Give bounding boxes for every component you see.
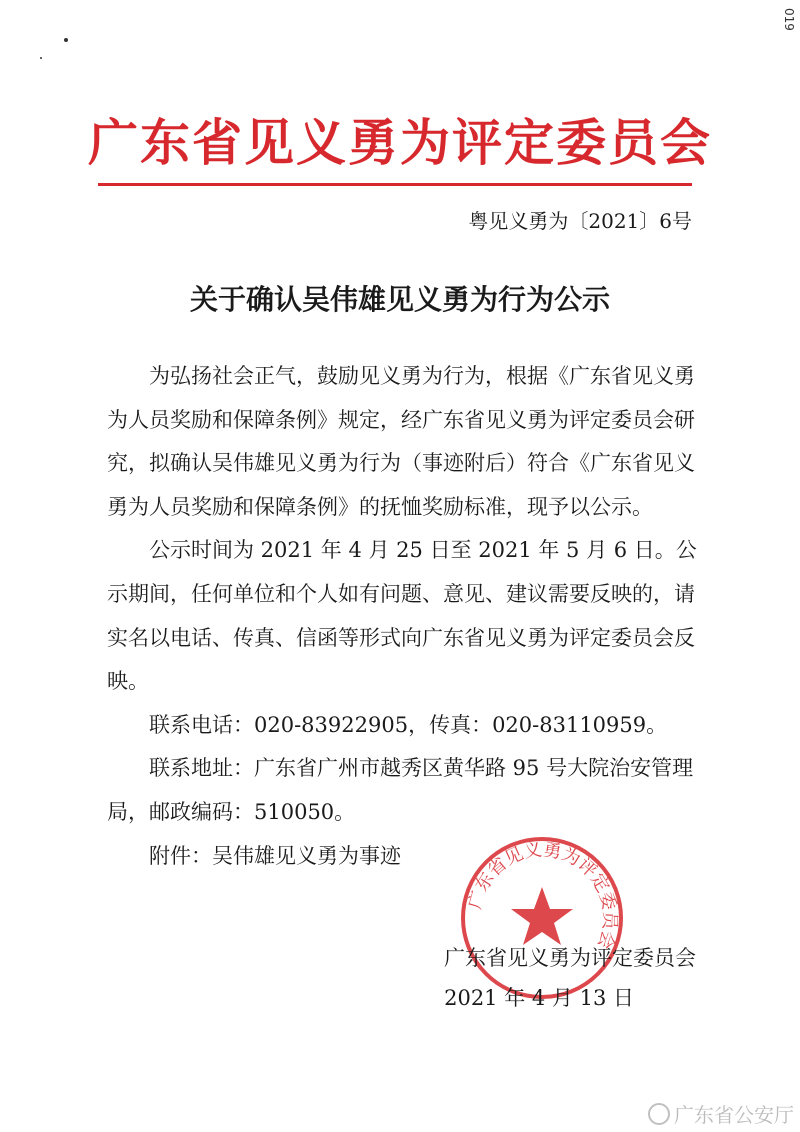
body-paragraph: 为弘扬社会正气，鼓励见义勇为行为，根据《广东省见义勇为人员奖励和保障条例》规定，经广东省见义勇为评定委员会研究，拟确认吴伟雄见义勇为行为（事迹附后）符合《广东省见义勇为人员奖励和保障条例》的抚恤奖励标准，现予以公示。 — [107, 364, 695, 519]
signature-organization: 广东省见义勇为评定委员会 — [444, 946, 696, 970]
scan-speck — [40, 57, 42, 59]
issuer-header-title: 广东省见义勇为评定委员会 — [88, 113, 712, 172]
page-number: 019 — [782, 8, 796, 31]
signature-date: 2021 年 4 月 13 日 — [444, 986, 634, 1010]
watermark-text: 广东省公安厅 — [674, 1103, 794, 1127]
official-seal — [459, 835, 625, 1001]
document-body — [107, 355, 697, 878]
body-paragraph: 联系地址：广东省广州市越秀区黄华路 95 号大院治安管理局，邮政编码：510050。 — [107, 756, 694, 824]
seal-text: 广东省见义勇为评定委员会 — [464, 839, 621, 952]
body-paragraph: 公示时间为 2021 年 4 月 25 日至 2021 年 5 月 6 日。公示期间，任何单位和个人如有问题、意见、建议需要反映的，请实名以电话、传真、信函等形式向广东省见义勇为评定委员会反映。 — [107, 538, 697, 694]
attachment-line: 附件：吴伟雄见义勇为事迹 — [149, 843, 401, 868]
body-paragraph: 联系电话：020-83922905，传真：020-83110959。 — [149, 712, 668, 737]
source-watermark — [648, 1099, 794, 1128]
header-red-rule — [98, 183, 692, 186]
document-title: 关于确认吴伟雄见义勇为行为公示 — [189, 283, 610, 316]
document-number: 粤见义勇为〔2021〕6号 — [468, 209, 692, 233]
scan-speck — [64, 38, 68, 42]
police-badge-icon — [648, 1103, 670, 1125]
seal-star-icon — [511, 887, 573, 945]
